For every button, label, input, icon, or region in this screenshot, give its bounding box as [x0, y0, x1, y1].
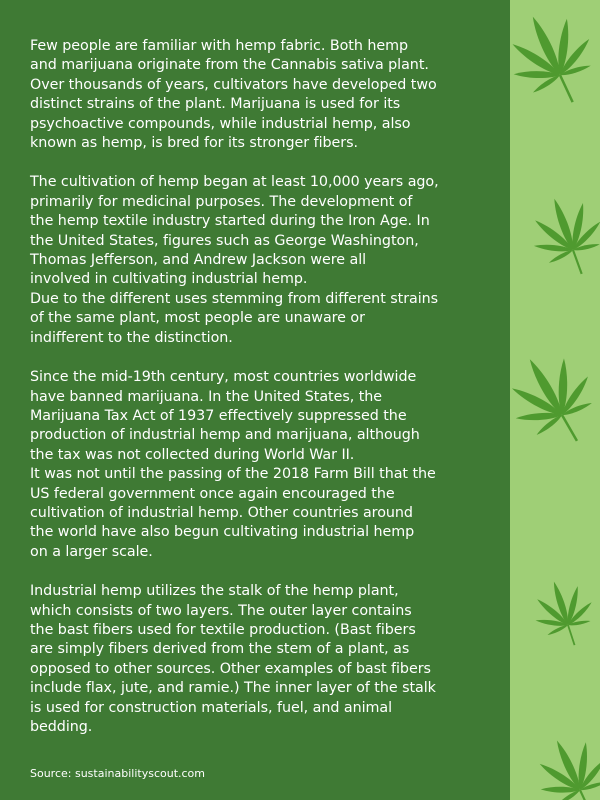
text-line: the bast fibers used for textile production. (Bast fibers [30, 621, 416, 638]
text-line: Over thousands of years, cultivators have developed two [30, 76, 437, 93]
text-line: the tax was not collected during World War II. [30, 446, 355, 463]
text-line: psychoactive compounds, while industrial hemp, also [30, 115, 411, 132]
text-line: known as hemp, is bred for its stronger fibers. [30, 135, 359, 152]
text-line: opposed to other sources. Other examples of bast fibers [30, 660, 431, 677]
hemp-leaf-icon [510, 565, 600, 685]
paragraph-1 [30, 37, 508, 153]
text-line: Since the mid-19th century, most countries worldwide [30, 369, 417, 386]
paragraph-4 [30, 582, 508, 737]
source-credit: Source: sustainabilityscout.com [30, 767, 205, 780]
text-line: the hemp textile industry started during the Iron Age. In [30, 213, 430, 230]
text-line: the United States, figures such as George Washington, [30, 232, 419, 249]
paragraph-2 [30, 173, 508, 348]
text-line: It was not until the passing of the 2018 Farm Bill that the [30, 466, 436, 483]
text-line: on a larger scale. [30, 543, 153, 560]
article-body [30, 37, 508, 757]
text-line: and marijuana originate from the Cannabis sativa plant. [30, 57, 429, 74]
text-line: have banned marijuana. In the United States, the [30, 388, 383, 405]
hemp-leaf-icon [510, 5, 600, 145]
hemp-leaf-icon [510, 185, 600, 315]
text-line: is used for construction materials, fuel, and animal [30, 699, 393, 716]
text-line: the world have also begun cultivating industrial hemp [30, 524, 415, 541]
hemp-leaf-icon [515, 725, 600, 800]
text-line: Industrial hemp utilizes the stalk of the hemp plant, [30, 583, 399, 600]
hemp-leaf-icon [510, 345, 600, 485]
text-line: involved in cultivating industrial hemp. [30, 271, 308, 288]
text-line: cultivation of industrial hemp. Other countries around [30, 504, 413, 521]
text-line: Few people are familiar with hemp fabric. Both hemp [30, 38, 408, 54]
text-line: Due to the different uses stemming from different strains [30, 290, 439, 307]
text-line: which consists of two layers. The outer layer contains [30, 602, 412, 619]
decorative-sidebar [510, 0, 600, 800]
text-line: production of industrial hemp and marijuana, although [30, 427, 420, 444]
text-line: Marijuana Tax Act of 1937 effectively suppressed the [30, 407, 407, 424]
text-line: indifferent to the distinction. [30, 329, 233, 346]
text-line: bedding. [30, 719, 93, 735]
text-line: are simply fibers derived from the stem of a plant, as [30, 641, 410, 658]
text-line: US federal government once again encouraged the [30, 485, 395, 502]
text-line: primarily for medicinal purposes. The development of [30, 193, 413, 210]
text-line: include flax, jute, and ramie.) The inner layer of the stalk [30, 680, 436, 697]
paragraph-3 [30, 368, 508, 562]
text-line: Thomas Jefferson, and Andrew Jackson were all [30, 252, 367, 269]
text-line: distinct strains of the plant. Marijuana is used for its [30, 96, 401, 113]
text-line: The cultivation of hemp began at least 10,000 years ago, [30, 174, 439, 191]
text-line: of the same plant, most people are unaware or [30, 310, 365, 327]
